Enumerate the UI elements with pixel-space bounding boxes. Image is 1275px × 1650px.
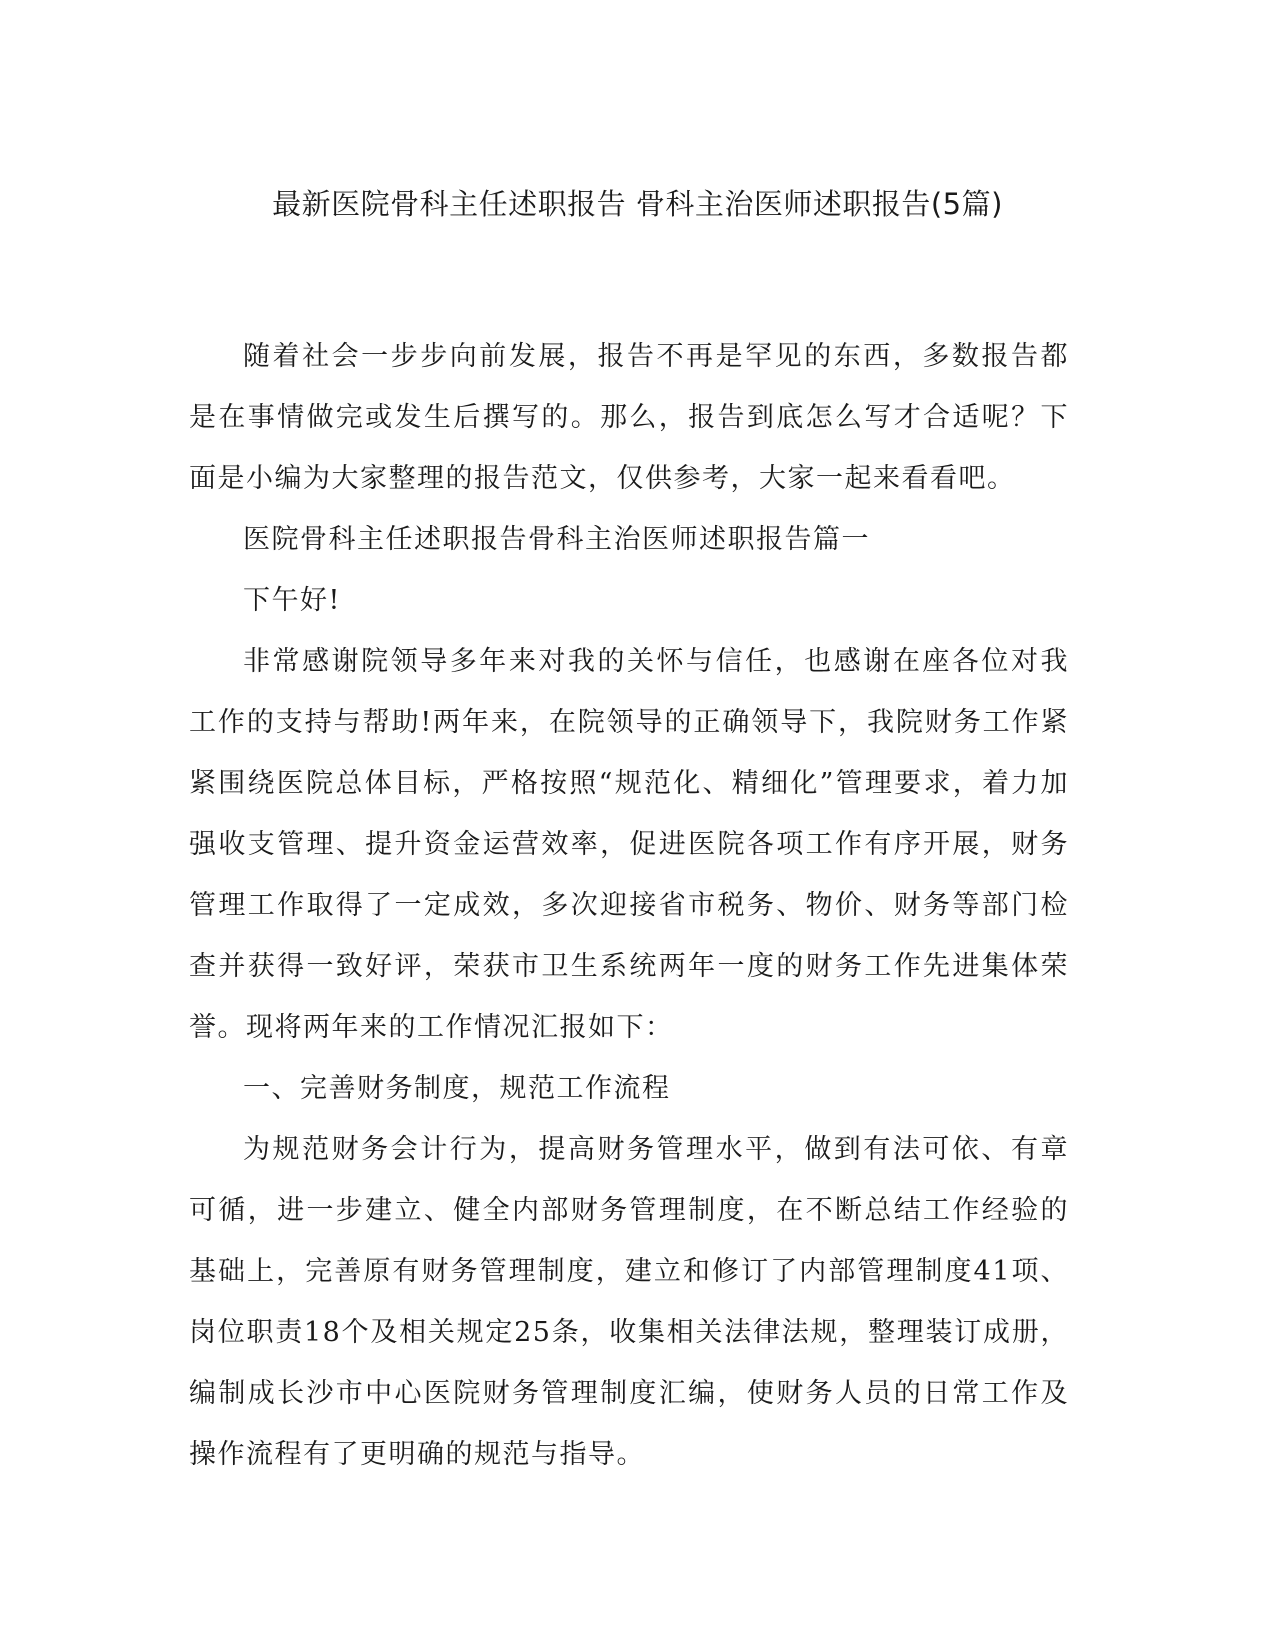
finance-system-paragraph: 为规范财务会计行为，提高财务管理水平，做到有法可依、有章可循，进一步建立、健全内部财务管理制度，在不断总结工作经验的基础上，完善原有财务管理制度，建立和修订了内部管理制度41项、岗位职责18个及相关规定25条，收集相关法律法规，整理装订成册，编制成长沙市中心医院财务管理制度汇编，使财务人员的日常工作及操作流程有了更明确的规范与指导。: [189, 1134, 1069, 1470]
document-body: [189, 326, 1069, 1485]
section-heading-part-one: 医院骨科主任述职报告骨科主治医师述职报告篇一: [243, 524, 870, 555]
greeting-paragraph: 下午好!: [243, 585, 341, 616]
intro-paragraph: 随着社会一步步向前发展，报告不再是罕见的东西，多数报告都是在事情做完或发生后撰写的。那么，报告到底怎么写才合适呢？下面是小编为大家整理的报告范文，仅供参考，大家一起来看看吧。: [189, 341, 1069, 494]
document-title: 最新医院骨科主任述职报告 骨科主治医师述职报告(5篇): [272, 187, 1003, 221]
subsection-heading-one: 一、完善财务制度，规范工作流程: [243, 1073, 671, 1104]
thanks-paragraph: 非常感谢院领导多年来对我的关怀与信任，也感谢在座各位对我工作的支持与帮助!两年来，在院领导的正确领导下，我院财务工作紧紧围绕医院总体目标，严格按照“规范化、精细化”管理要求，着力加强收支管理、提升资金运营效率，促进医院各项工作有序开展，财务管理工作取得了一定成效，多次迎接省市税务、物价、财务等部门检查并获得一致好评，荣获市卫生系统两年一度的财务工作先进集体荣誉。现将两年来的工作情况汇报如下：: [189, 646, 1069, 1043]
